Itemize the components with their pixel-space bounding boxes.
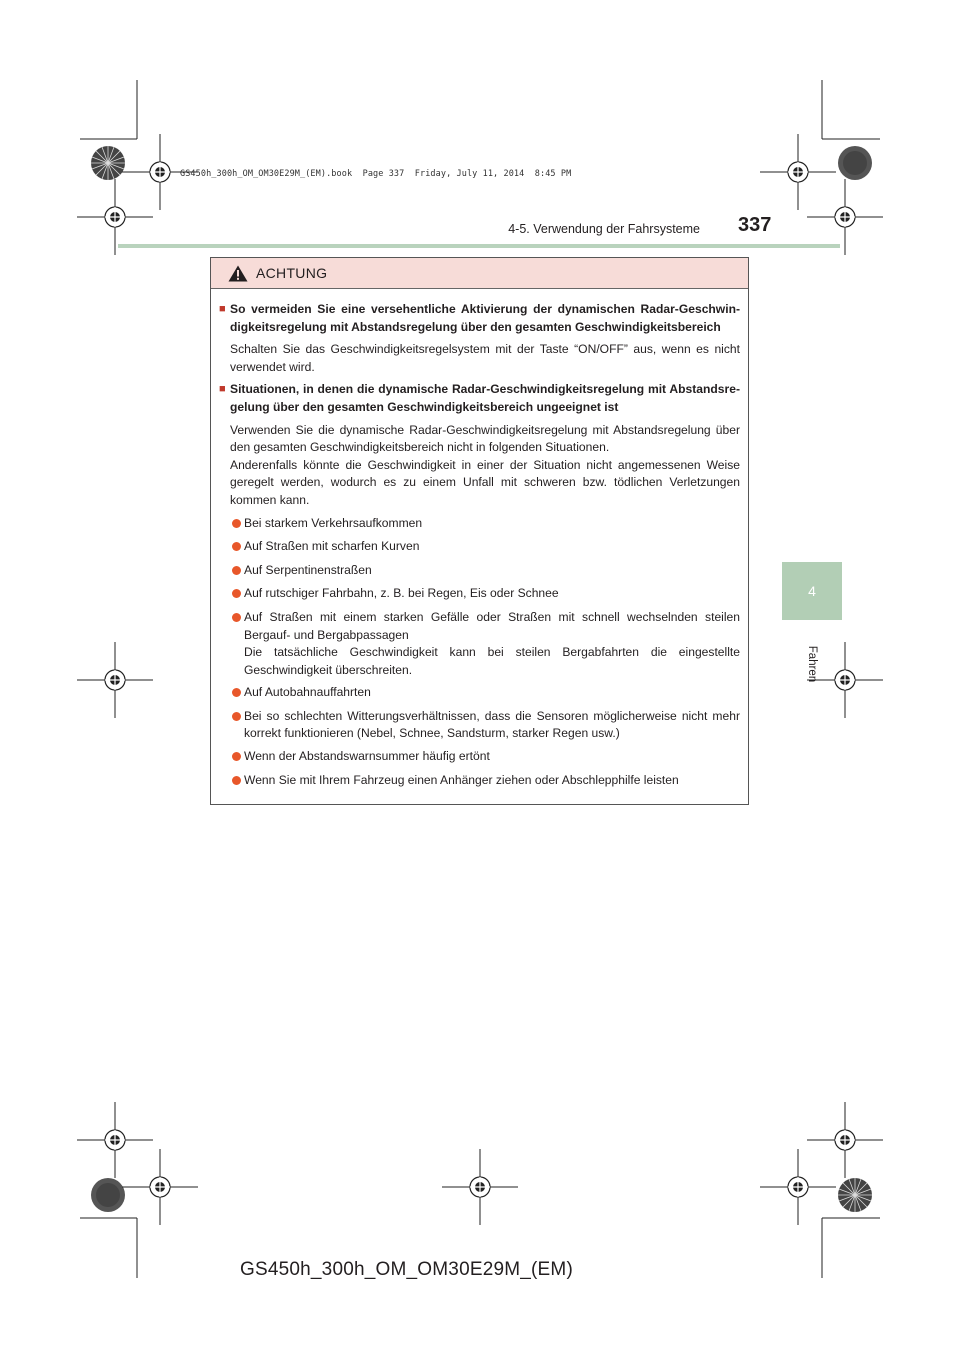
bullet-icon [219, 748, 241, 767]
list-item: Bei so schlechten Witterungsverhältnissen, dass die Sensoren möglicherweise nicht mehr korrekt funktionieren (Nebel, Schnee, Sandsturm, starker Regen usw.) [219, 708, 740, 743]
paragraph: Schalten Sie das Geschwindigkeitsregelsystem mit der Taste “ON/OFF” aus, wenn es nicht verwendet wird. [230, 342, 740, 374]
paragraph: Verwenden Sie die dynamische Radar-Geschwindigkeitsregelung mit Abstandsregelung über den gesamten Geschwindigkeitsbereich nicht in folgenden Situationen. Anderenfalls könnte die Geschwindigkeit in einer der Situation nicht angemessenen Weise geregelt werden, wodurch es zu einem Unfall mit schweren bzw. tödlichen Verletzungen kommen kann. [230, 422, 740, 507]
caution-box [210, 257, 749, 805]
header-rule [118, 244, 840, 248]
square-bullet-icon: ■ [219, 303, 226, 315]
bullet-list [219, 515, 740, 791]
section-title: 4-5. Verwendung der Fahrsysteme [508, 222, 700, 236]
caution-body [211, 289, 748, 790]
list-item: Bei starkem Verkehrsaufkommen [219, 515, 740, 534]
bullet-icon [219, 515, 241, 534]
bullet-icon [219, 708, 241, 743]
caution-title: ACHTUNG [256, 265, 328, 281]
bullet-icon [219, 585, 241, 604]
square-bullet-icon: ■ [219, 383, 226, 396]
caution-header [211, 258, 748, 289]
list-item: Auf Straßen mit scharfen Kurven [219, 538, 740, 557]
bullet-icon [219, 684, 241, 703]
list-item: Auf Serpentinenstraßen [219, 562, 740, 581]
section-heading: ■ Situationen, in denen die dynamische Radar-Geschwindigkeitsregelung mit Abstandsre-gelung über den gesamten Geschwindigkeitsbereich ungeeignet ist [219, 381, 740, 416]
list-item: Wenn Sie mit Ihrem Fahrzeug einen Anhänger ziehen oder Abschlepphilfe leisten [219, 772, 740, 791]
footer-code: GS450h_300h_OM_OM30E29M_(EM) [240, 1259, 573, 1280]
list-item: Auf rutschiger Fahrbahn, z. B. bei Regen, Eis oder Schnee [219, 585, 740, 604]
bullet-icon [219, 562, 241, 581]
section-heading: ■ So vermeiden Sie eine versehentliche Aktivierung der dynamischen Radar-Geschwin-digkeitsregelung mit Abstandsregelung über den gesamten Geschwindigkeitsbereich [219, 301, 740, 336]
chapter-label-text: Fahren [806, 645, 818, 683]
list-item: Wenn der Abstandswarnsummer häufig ertönt [219, 748, 740, 767]
chapter-label [800, 634, 824, 694]
bullet-icon [219, 772, 241, 791]
print-info-line: GS450h_300h_OM_OM30E29M_(EM).book Page 337 Friday, July 11, 2014 8:45 PM [180, 169, 572, 179]
bullet-icon [219, 538, 241, 557]
warning-triangle-icon [228, 265, 248, 282]
bullet-icon [219, 609, 241, 679]
page-number: 337 [738, 214, 772, 236]
chapter-tab [782, 562, 842, 620]
list-item: Auf Straßen mit einem starken Gefälle oder Straßen mit schnell wechselnden steilen Bergauf- und Bergabpassagen Die tatsächliche Geschwindigkeit kann bei steilen Bergabfahrten die eingestellte Geschwindigkeit überschreiten. [219, 609, 740, 679]
list-item: Auf Autobahnauffahrten [219, 684, 740, 703]
chapter-number: 4 [808, 583, 816, 599]
